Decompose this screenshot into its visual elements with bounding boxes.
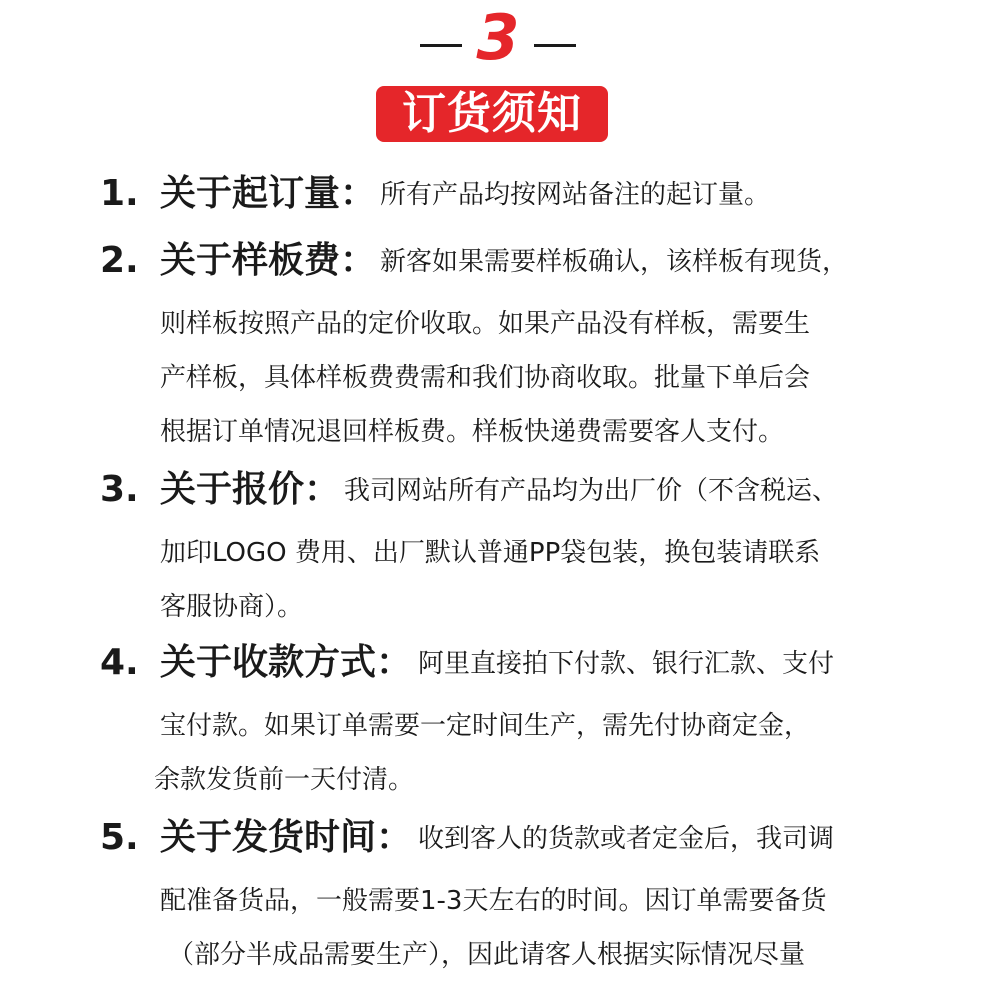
item-text-line: 配准备货品，一般需要1-3天左右的时间。因订单需要备货 xyxy=(160,886,827,916)
item-text-line: 根据订单情况退回样板费。样板快递费需要客人支付。 xyxy=(160,417,785,447)
item-number: 2. xyxy=(100,240,139,281)
item-text-line: 所有产品均按网站备注的起订量。 xyxy=(380,180,771,210)
right-divider-line xyxy=(534,44,576,47)
item-heading: 关于报价： xyxy=(160,469,341,510)
item-number: 1. xyxy=(100,173,139,214)
section-number: 3 xyxy=(476,1,520,74)
item-text-line: 新客如果需要样板确认，该样板有现货， xyxy=(380,247,849,277)
section-header xyxy=(0,1,1000,74)
item-text-line: 阿里直接拍下付款、银行汇款、支付 xyxy=(418,649,835,679)
item-text-line: 则样板按照产品的定价收取。如果产品没有样板，需要生 xyxy=(160,309,811,339)
item-heading: 关于收款方式： xyxy=(160,642,413,683)
item-number: 3. xyxy=(100,469,139,510)
item-heading: 关于起订量： xyxy=(160,173,377,214)
item-heading: 关于发货时间： xyxy=(160,817,413,858)
item-text-line: （部分半成品需要生产），因此请客人根据实际情况尽量 xyxy=(168,940,806,970)
left-divider-line xyxy=(420,44,462,47)
section-title-badge: 订货须知 xyxy=(376,86,608,142)
item-text-line: 产样板，具体样板费费需和我们协商收取。批量下单后会 xyxy=(160,363,811,393)
item-heading: 关于样板费： xyxy=(160,240,377,281)
item-text-line: 余款发货前一天付清。 xyxy=(154,765,415,795)
item-text-line: 加印LOGO 费用、出厂默认普通PP袋包装，换包装请联系 xyxy=(160,538,821,568)
item-text-line: 我司网站所有产品均为出厂价（不含税运、 xyxy=(344,476,839,506)
item-text-line: 宝付款。如果订单需要一定时间生产，需先付协商定金， xyxy=(160,711,811,741)
item-text-line: 收到客人的货款或者定金后，我司调 xyxy=(418,824,835,854)
item-number: 5. xyxy=(100,817,139,858)
item-number: 4. xyxy=(100,642,139,683)
item-text-line: 客服协商）。 xyxy=(160,592,304,622)
